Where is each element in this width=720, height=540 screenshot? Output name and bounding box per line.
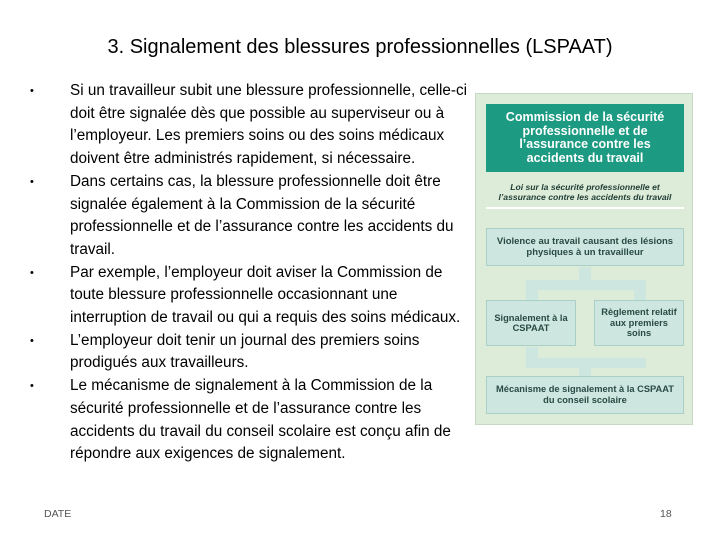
diagram-header-box <box>486 104 684 172</box>
diagram-incident-box <box>486 228 684 266</box>
bullet-text: Dans certains cas, la blessure professionnelle doit être signalée également à la Commission de la sécurité professionnelle et de l’assurance contre les accidents du travail. <box>70 172 454 258</box>
bullet-glyph: • <box>30 266 34 279</box>
diagram-incident-text: Violence au travail causant des lésions physiques à un travailleur <box>496 236 674 258</box>
bullet-text: Si un travailleur subit une blessure professionnelle, celle-ci doit être signalée dès que possible au superviseur ou à l’employeur. Les premiers soins ou des soins médicaux doivent être administrés rapidement, si nécessaire. <box>70 82 468 168</box>
bullet-item <box>30 375 470 466</box>
diagram-bottom-box <box>486 376 684 414</box>
bullet-glyph: • <box>30 175 34 188</box>
bullet-glyph: • <box>30 85 34 97</box>
bullet-text: L’employeur doit tenir un journal des premiers soins prodigués aux travailleurs. <box>70 331 420 372</box>
diagram-connector <box>526 280 646 290</box>
bullet-item <box>30 262 470 330</box>
bullet-item <box>30 330 470 375</box>
slide-title: 3. Signalement des blessures professionnelles (LSPAAT) <box>107 36 613 58</box>
reporting-flow-diagram <box>475 93 693 425</box>
footer-date: DATE <box>44 508 72 520</box>
diagram-left-text: Signalement à la CSPAAT <box>494 312 568 333</box>
bullet-text: Par exemple, l’employeur doit aviser la Commission de toute blessure professionnelle occasionnant une interruption de travail ou qui a requis des soins médicaux. <box>70 263 461 327</box>
diagram-right-text: Règlement relatif aux premiers soins <box>601 307 677 339</box>
diagram-law-caption: Loi sur la sécurité professionnelle et l’assurance contre les accidents du travail <box>498 182 672 202</box>
diagram-connector <box>579 366 591 376</box>
bullet-glyph: • <box>30 334 34 347</box>
footer-page-number: 18 <box>660 508 672 520</box>
diagram-left-box <box>486 300 576 346</box>
diagram-right-box <box>594 300 684 346</box>
diagram-connector <box>634 288 646 300</box>
diagram-connector <box>526 288 538 300</box>
diagram-bottom-text: Mécanisme de signalement à la CSPAAT du conseil scolaire <box>496 384 674 405</box>
diagram-header-text: Commission de la sécurité professionnelle et de l’assurance contre les accidents du travail <box>505 110 665 165</box>
diagram-divider <box>486 207 684 209</box>
bullet-item <box>30 80 470 171</box>
bullet-list <box>30 80 470 466</box>
bullet-glyph: • <box>30 380 34 393</box>
bullet-text: Le mécanisme de signalement à la Commission de la sécurité professionnelle et de l’assurance contre les accidents du travail du conseil scolaire est conçu afin de répondre aux exigences de signalement. <box>70 377 451 463</box>
bullet-item <box>30 171 470 262</box>
